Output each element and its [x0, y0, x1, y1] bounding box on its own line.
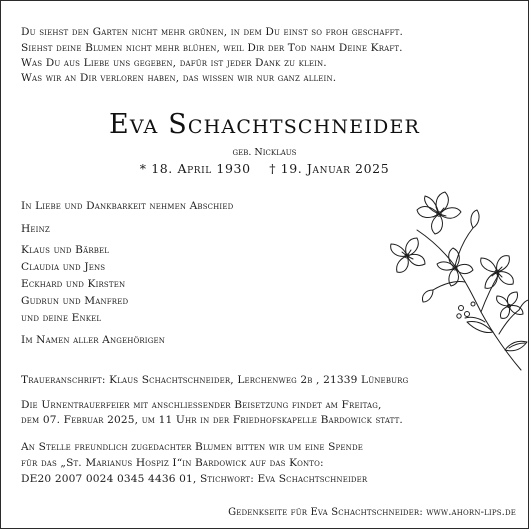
memorial-page-link[interactable]: Gedenkseite für Eva Schachtschneider: www.ahorn-lips.de [228, 507, 516, 518]
poem-line: Was Du aus Liebe uns gegeben, dafür ist jeder Dank zu klein. [21, 57, 327, 69]
donation-line: An Stelle freundlich zugedachter Blumen bitten wir um eine Spende [21, 441, 363, 453]
birth-date: 18. April 1930 [151, 161, 251, 176]
mourner-name: Eckhard und Kirsten [21, 278, 126, 290]
poem-line: Siehst deine Blumen nicht mehr blühen, weil Dir der Tod nahm Deine Kraft. [21, 42, 403, 54]
poem-line: Was wir an Dir verloren haben, das wissen wir nur ganz allein. [21, 72, 337, 84]
mourner-name: Gudrun und Manfred [21, 295, 129, 307]
death-date: 19. Januar 2025 [280, 161, 390, 176]
life-dates [1, 161, 528, 177]
donation-line: für das „St. Marianus Hospiz I“in Bardowick auf das Konto: [21, 457, 324, 469]
mourning-address: Traueranschrift: Klaus Schachtschneider, Lerchenweg 2b , 21339 Lüneburg [21, 374, 409, 386]
ceremony-line: Die Urnentrauerfeier mit anschliessender Beisetzung findet am Freitag, [21, 399, 382, 411]
ceremony-line: dem 07. Februar 2025, um 11 Uhr in der Friedhofskapelle Bardowick statt. [21, 414, 403, 426]
mourner-name: Heinz [21, 223, 50, 235]
birth-symbol: * [139, 161, 147, 176]
flower-branch-icon [381, 184, 529, 374]
mourner-name: Claudia und Jens [21, 261, 106, 273]
mourners-intro: In Liebe und Dankbarkeit nehmen Abschied [21, 200, 234, 212]
mourner-name: Klaus und Bärbel [21, 244, 110, 256]
deceased-name: Eva Schachtschneider [108, 109, 421, 140]
born-name: geb. Nicklaus [232, 147, 297, 158]
mourners-closing: Im Namen aller Angehörigen [21, 334, 165, 346]
mourner-name: und deine Enkel [21, 312, 102, 324]
poem-line: Du siehst den Garten nicht mehr grünen, in dem Du einst so froh geschafft. [21, 26, 403, 38]
donation-line: DE20 2007 0024 0345 4436 01, Stichwort: Eva Schachtschneider [21, 473, 368, 485]
death-symbol: † [269, 161, 277, 176]
